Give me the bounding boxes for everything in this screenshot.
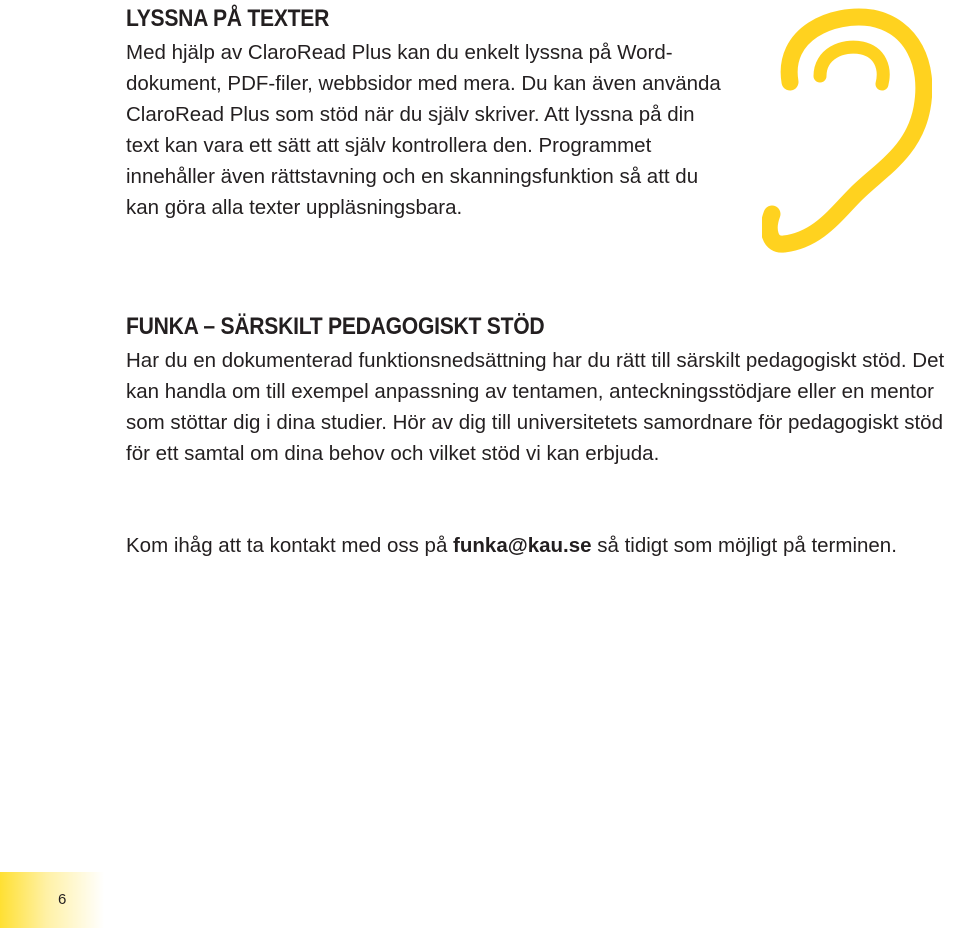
paragraph-listen: Med hjälp av ClaroRead Plus kan du enkelt lyssna på Word-dokument, PDF-filer, webbsidor med mera. Du kan även använda ClaroRead Plus som stöd när du själv skriver. Att lyssna på din text kan vara ett sätt att själv kontrollera den. Programmet innehåller även rättstavning och en skanningsfunktion så att du kan göra alla texter uppläsningsbara. (126, 41, 721, 219)
contact-text-before: Kom ihåg att ta kontakt med oss på (126, 534, 454, 557)
ear-icon (762, 4, 932, 254)
contact-paragraph (126, 530, 926, 561)
section-heading-funka: FUNKA – SÄRSKILT PEDAGOGISKT STÖD (126, 313, 545, 340)
section-heading-listen: LYSSNA PÅ TEXTER (126, 5, 330, 32)
page-number: 6 (58, 891, 67, 908)
paragraph-funka: Har du en dokumenterad funktionsnedsättning har du rätt till särskilt pedagogiskt stöd. Det kan handla om till exempel anpassning av tentamen, anteckningsstödjare eller en mentor som stöttar dig i dina studier. Hör av dig till universitetets samordnare för pedagogiskt stöd för ett samtal om dina behov och vilket stöd vi kan erbjuda. (126, 349, 945, 465)
email-link[interactable]: funka@kau.se (453, 534, 592, 557)
page-tab (0, 872, 104, 928)
contact-text-after: så tidigt som möjligt på terminen. (591, 534, 897, 557)
